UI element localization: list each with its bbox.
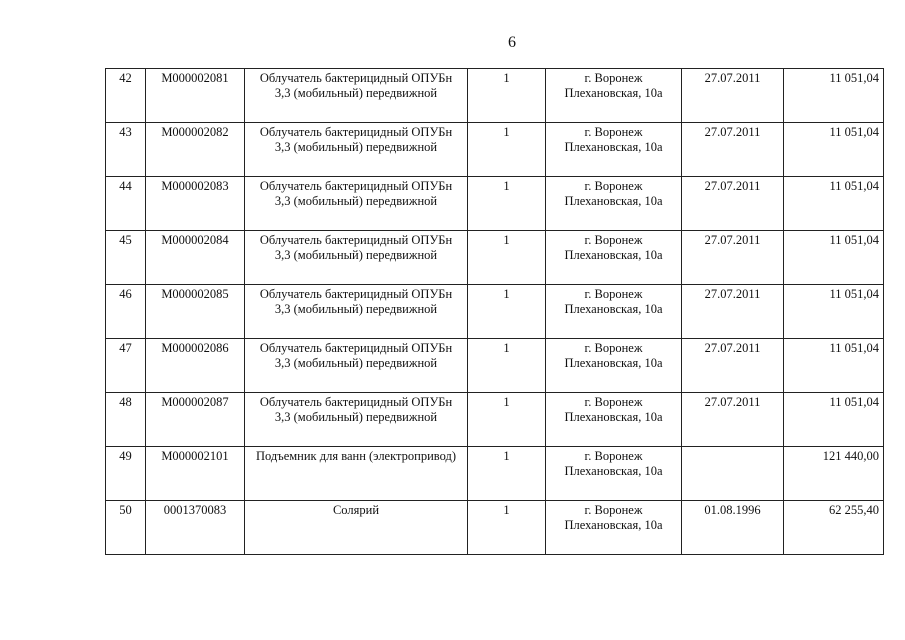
inventory-code: М000002086 <box>161 341 229 355</box>
inventory-code: М000002101 <box>161 449 229 463</box>
location-address-cell <box>546 69 682 123</box>
item-name-cell <box>245 339 468 393</box>
inventory-code-cell <box>146 339 245 393</box>
acquisition-date: 27.07.2011 <box>704 179 761 193</box>
table-row <box>106 231 884 285</box>
acquisition-date-cell <box>682 177 784 231</box>
item-name-line: Подъемник для ванн (электропривод) <box>255 449 456 463</box>
acquisition-date-cell <box>682 123 784 177</box>
table-row <box>106 393 884 447</box>
inventory-code: М000002081 <box>161 71 229 85</box>
item-name-line: Облучатель бактерицидный ОПУБн <box>259 233 453 247</box>
item-name-cell <box>245 501 468 555</box>
row-number: 49 <box>119 449 132 463</box>
row-number-cell <box>106 393 146 447</box>
inventory-code: 0001370083 <box>163 503 227 517</box>
acquisition-date-cell <box>682 393 784 447</box>
book-value-cell <box>784 69 884 123</box>
inventory-code: М000002084 <box>161 233 229 247</box>
quantity: 1 <box>503 449 510 463</box>
book-value: 11 051,04 <box>829 395 879 409</box>
location-address-line: Плехановская, 10а <box>564 248 663 262</box>
location-address-line: Плехановская, 10а <box>564 86 663 100</box>
item-name-line: Облучатель бактерицидный ОПУБн <box>259 179 453 193</box>
quantity-cell <box>468 231 546 285</box>
row-number: 46 <box>119 287 132 301</box>
row-number: 42 <box>119 71 132 85</box>
item-name-cell <box>245 69 468 123</box>
location-address-line: г. Воронеж <box>584 341 643 355</box>
inventory-code-cell <box>146 231 245 285</box>
inventory-code: М000002087 <box>161 395 229 409</box>
row-number-cell <box>106 501 146 555</box>
book-value: 11 051,04 <box>829 287 879 301</box>
table-row <box>106 285 884 339</box>
acquisition-date-cell <box>682 501 784 555</box>
quantity-cell <box>468 177 546 231</box>
book-value-cell <box>784 285 884 339</box>
item-name-line: 3,3 (мобильный) передвижной <box>274 140 438 154</box>
table-row <box>106 447 884 501</box>
location-address-line: Плехановская, 10а <box>564 410 663 424</box>
page-number: 6 <box>508 34 516 51</box>
location-address-line: Плехановская, 10а <box>564 518 663 532</box>
quantity: 1 <box>503 179 510 193</box>
table-row <box>106 501 884 555</box>
quantity: 1 <box>503 395 510 409</box>
book-value: 11 051,04 <box>829 233 879 247</box>
location-address-cell <box>546 339 682 393</box>
quantity-cell <box>468 285 546 339</box>
book-value: 11 051,04 <box>829 341 879 355</box>
item-name-cell <box>245 177 468 231</box>
inventory-code: М000002085 <box>161 287 229 301</box>
item-name-line: 3,3 (мобильный) передвижной <box>274 356 438 370</box>
row-number: 45 <box>119 233 132 247</box>
inventory-table <box>105 68 884 555</box>
acquisition-date: 27.07.2011 <box>704 287 761 301</box>
book-value: 121 440,00 <box>822 449 879 463</box>
inventory-table-body <box>106 69 884 555</box>
location-address-line: Плехановская, 10а <box>564 194 663 208</box>
item-name-line: 3,3 (мобильный) передвижной <box>274 302 438 316</box>
inventory-code-cell <box>146 177 245 231</box>
row-number-cell <box>106 285 146 339</box>
row-number-cell <box>106 231 146 285</box>
acquisition-date-cell <box>682 339 784 393</box>
acquisition-date: 27.07.2011 <box>704 341 761 355</box>
row-number-cell <box>106 339 146 393</box>
location-address-cell <box>546 393 682 447</box>
book-value-cell <box>784 177 884 231</box>
row-number-cell <box>106 447 146 501</box>
location-address-cell <box>546 447 682 501</box>
book-value: 11 051,04 <box>829 71 879 85</box>
acquisition-date-cell <box>682 447 784 501</box>
location-address-cell <box>546 177 682 231</box>
inventory-code-cell <box>146 285 245 339</box>
acquisition-date: 27.07.2011 <box>704 395 761 409</box>
book-value: 11 051,04 <box>829 125 879 139</box>
inventory-code: М000002083 <box>161 179 229 193</box>
quantity: 1 <box>503 341 510 355</box>
row-number-cell <box>106 177 146 231</box>
book-value-cell <box>784 123 884 177</box>
location-address-cell <box>546 501 682 555</box>
item-name-line: Облучатель бактерицидный ОПУБн <box>259 395 453 409</box>
item-name-line: 3,3 (мобильный) передвижной <box>274 248 438 262</box>
acquisition-date: 01.08.1996 <box>704 503 761 517</box>
quantity-cell <box>468 339 546 393</box>
inventory-code-cell <box>146 393 245 447</box>
location-address-line: г. Воронеж <box>584 287 643 301</box>
quantity-cell <box>468 447 546 501</box>
quantity-cell <box>468 123 546 177</box>
table-row <box>106 177 884 231</box>
quantity: 1 <box>503 287 510 301</box>
row-number-cell <box>106 123 146 177</box>
quantity: 1 <box>503 233 510 247</box>
row-number: 47 <box>119 341 132 355</box>
inventory-code-cell <box>146 447 245 501</box>
book-value-cell <box>784 447 884 501</box>
table-row <box>106 123 884 177</box>
item-name-line: 3,3 (мобильный) передвижной <box>274 194 438 208</box>
row-number: 44 <box>119 179 132 193</box>
quantity-cell <box>468 501 546 555</box>
item-name-line: Солярий <box>332 503 380 517</box>
location-address-line: Плехановская, 10а <box>564 302 663 316</box>
inventory-code-cell <box>146 123 245 177</box>
item-name-line: Облучатель бактерицидный ОПУБн <box>259 287 453 301</box>
quantity: 1 <box>503 71 510 85</box>
item-name-line: Облучатель бактерицидный ОПУБн <box>259 125 453 139</box>
book-value-cell <box>784 339 884 393</box>
location-address-line: Плехановская, 10а <box>564 464 663 478</box>
location-address-line: Плехановская, 10а <box>564 356 663 370</box>
inventory-code: М000002082 <box>161 125 229 139</box>
row-number: 48 <box>119 395 132 409</box>
location-address-cell <box>546 123 682 177</box>
item-name-line: Облучатель бактерицидный ОПУБн <box>259 71 453 85</box>
item-name-cell <box>245 393 468 447</box>
inventory-code-cell <box>146 69 245 123</box>
location-address-line: г. Воронеж <box>584 125 643 139</box>
acquisition-date-cell <box>682 285 784 339</box>
location-address-line: Плехановская, 10а <box>564 140 663 154</box>
table-row <box>106 69 884 123</box>
acquisition-date: 27.07.2011 <box>704 233 761 247</box>
acquisition-date-cell <box>682 231 784 285</box>
location-address-cell <box>546 285 682 339</box>
location-address-line: г. Воронеж <box>584 71 643 85</box>
book-value: 11 051,04 <box>829 179 879 193</box>
location-address-line: г. Воронеж <box>584 395 643 409</box>
item-name-cell <box>245 231 468 285</box>
quantity-cell <box>468 393 546 447</box>
location-address-line: г. Воронеж <box>584 179 643 193</box>
book-value: 62 255,40 <box>829 503 879 517</box>
quantity-cell <box>468 69 546 123</box>
book-value-cell <box>784 231 884 285</box>
item-name-cell <box>245 285 468 339</box>
location-address-line: г. Воронеж <box>584 233 643 247</box>
location-address-line: г. Воронеж <box>584 503 643 517</box>
book-value-cell <box>784 393 884 447</box>
item-name-line: 3,3 (мобильный) передвижной <box>274 410 438 424</box>
row-number-cell <box>106 69 146 123</box>
item-name-line: 3,3 (мобильный) передвижной <box>274 86 438 100</box>
item-name-cell <box>245 447 468 501</box>
acquisition-date-cell <box>682 69 784 123</box>
acquisition-date: 27.07.2011 <box>704 71 761 85</box>
quantity: 1 <box>503 503 510 517</box>
item-name-cell <box>245 123 468 177</box>
item-name-line: Облучатель бактерицидный ОПУБн <box>259 341 453 355</box>
quantity: 1 <box>503 125 510 139</box>
acquisition-date: 27.07.2011 <box>704 125 761 139</box>
row-number: 43 <box>119 125 132 139</box>
inventory-code-cell <box>146 501 245 555</box>
location-address-cell <box>546 231 682 285</box>
table-row <box>106 339 884 393</box>
row-number: 50 <box>119 503 132 517</box>
book-value-cell <box>784 501 884 555</box>
location-address-line: г. Воронеж <box>584 449 643 463</box>
